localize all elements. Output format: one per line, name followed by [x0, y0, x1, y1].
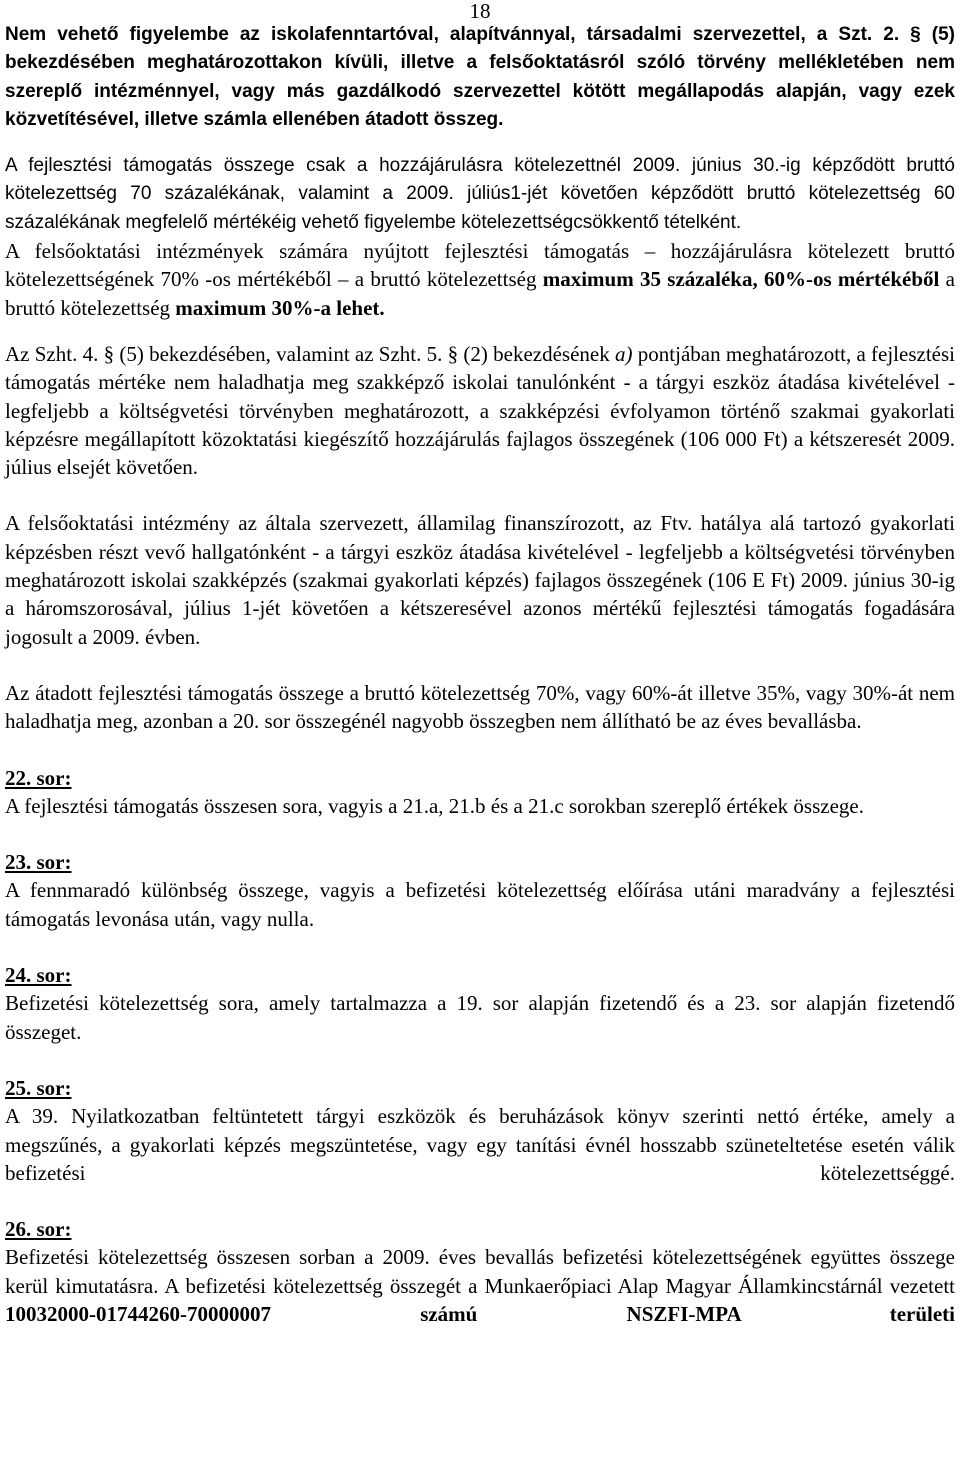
row-22-text: A fejlesztési támogatás összesen sora, vagyis a 21.a, 21.b és a 21.c sorokban szereplő értékek összege. — [5, 793, 864, 818]
row-22-label: 22. sor: — [5, 765, 72, 790]
row-24-text: Befizetési kötelezettség sora, amely tartalmazza a 19. sor alapján fizetendő és a 23. sor alapján fizetendő összeget. — [5, 991, 955, 1044]
row-26-label: 26. sor: — [5, 1217, 72, 1242]
row-26-text-a: Befizetési kötelezettség összesen sorban a 2009. éves bevallás befizetési kötelezettségének együttes összege kerül kimutatásra. A befizetési kötelezettség összegét a Munkaerőpiaci Alap Magyar Államkincstárnál vezetett — [5, 1245, 955, 1298]
row-25-label: 25. sor: — [5, 1075, 72, 1100]
row-25-text: A 39. Nyilatkozatban feltüntetett tárgyi eszközök és beruházások könyv szerinti nettó értéke, amely a megszűnés, a gyakorlati képzés megszüntetése, vagy egy tanítási évnél hosszabb szüneteltetése esetén válik befizetési kötelezettséggé. — [5, 1104, 955, 1185]
p3-text-a: A felsőoktatási intézmények számára nyújtott fejlesztési támogatás – hozzájárulásra kötelezett bruttó kötelezettségének 70% -os mértékéből – a bruttó kötelezettség — [5, 239, 955, 292]
row-23-label: 23. sor: — [5, 850, 72, 875]
row-26-text — [5, 1243, 955, 1328]
document-page — [5, 0, 955, 1328]
paragraph-szht-reference — [5, 340, 955, 481]
row-23-text: A fennmaradó különbség összege, vagyis a befizetési kötelezettség előírása utáni maradvány a fejlesztési támogatás levonása után, vagy nulla. — [5, 878, 955, 931]
p4-text-c: pontjában meghatározott, a fejlesztési támogatás mértéke nem haladhatja meg szakképző iskolai tanulónként - a tárgyi eszköz átadása kivételével - legfeljebb a költségvetési törvényben meghatározott, a szakképzési évfolyamon történő szakmai gyakorlati képzésre megállapított közoktatási kiegészítő hozzájárulás fajlagos összegének (106 000 Ft) a kétszeresét 2009. július elsejét követően. — [5, 341, 955, 480]
p4-text-a: Az Szht. 4. § (5) bekezdésében, valamint az Szht. 5. § (2) bekezdésének — [5, 341, 616, 366]
p3-bold-max30: maximum 30%-a lehet. — [175, 295, 385, 320]
p3-bold-max35: maximum 35 százaléka, 60%-os mértékéből — [542, 267, 940, 292]
paragraph-not-considered: Nem vehető figyelembe az iskolafenntartóval, alapítvánnyal, társadalmi szervezettel, a Szt. 2. § (5) bekezdésében meghatározottakon kívüli, illetve a felsőoktatásról szóló törvény mellékletében nem szereplő intézménnyel, vagy más gazdálkodó szervezettel kötött megállapodás alapján, vagy ezek közvetítésével, illetve számla ellenében átadott összeg. — [5, 24, 955, 130]
p3-text-c: a bruttó kötelezettség — [5, 267, 955, 320]
page-number: 18 — [469, 0, 491, 23]
paragraph-higher-education-institution: A felsőoktatási intézmény az általa szervezett, államilag finanszírozott, az Ftv. hatálya alá tartozó gyakorlati képzésben részt vevő hallgatónként - a tárgyi eszköz átadása kivételével - legfeljebb a költségvetési törvényben meghatározott iskolai szakképzés (szakmai gyakorlati képzés) fajlagos összegének (106 E Ft) 2009. június 30-ig a háromszorosával, július 1-jét követően a kétszeresével azonos mértékű fejlesztési támogatás fogadására jogosult a 2009. évben. — [5, 511, 955, 649]
paragraph-higher-education-support — [5, 237, 955, 322]
paragraph-support-amount: A fejlesztési támogatás összege csak a hozzájárulásra kötelezettnél 2009. június 30.-ig képződött bruttó kötelezettség 70 százalékának, valamint a 2009. júliús1-jét követően képződött bruttó kötelezettség 60 százalékának megfelelő mértékéig vehető figyelembe kötelezettségcsökkentő tételként. — [5, 155, 955, 233]
paragraph-transferred-support: Az átadott fejlesztési támogatás összege a bruttó kötelezettség 70%, vagy 60%-át illetve 35%, vagy 30%-át nem haladhatja meg, azonban a 20. sor összegénél nagyobb összegben nem állítható be az éves bevallásba. — [5, 680, 955, 734]
row-26-account-number: 10032000-01744260-70000007 számú NSZFI-MPA területi — [5, 1301, 955, 1326]
p4-italic-point: a) — [615, 341, 633, 366]
row-24-label: 24. sor: — [5, 963, 72, 988]
